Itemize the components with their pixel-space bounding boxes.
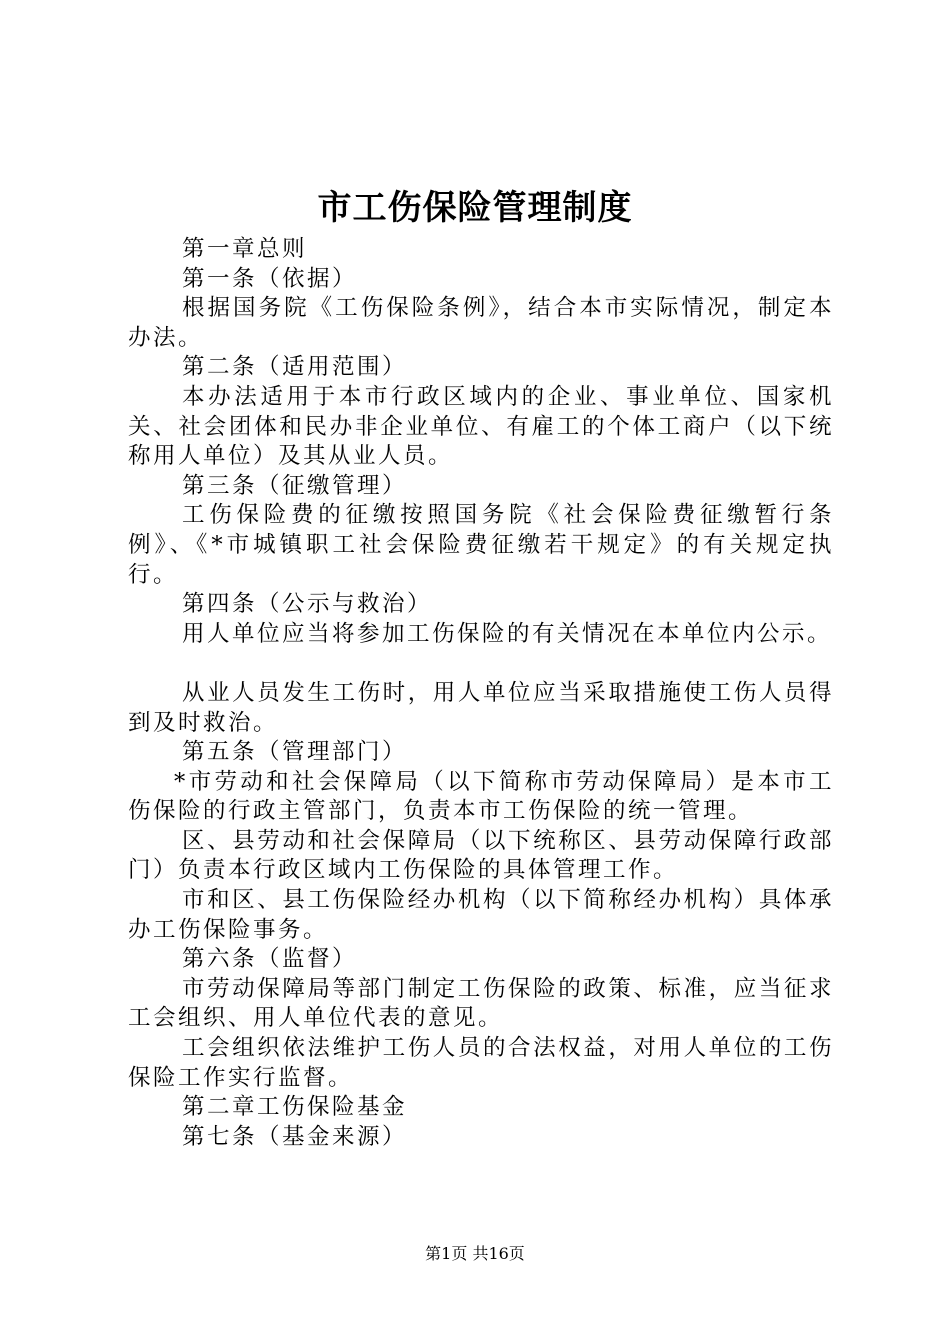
document-body <box>128 235 834 1152</box>
article-heading: 第七条（基金来源） <box>182 1123 408 1150</box>
article-paragraph: 从业人员发生工伤时，用人单位应当采取措施使工伤人员得到及时救治。 <box>128 679 834 736</box>
page-footer: 第1页 共16页 <box>425 1244 525 1263</box>
article-heading: 第三条（征缴管理） <box>182 472 408 499</box>
article-paragraph: 工会组织依法维护工伤人员的合法权益，对用人单位的工伤保险工作实行监督。 <box>128 1035 834 1091</box>
blank-line <box>128 649 834 679</box>
article-paragraph: 根据国务院《工伤保险条例》，结合本市实际情况，制定本办法。 <box>128 295 834 351</box>
article-paragraph: 市劳动保障局等部门制定工伤保险的政策、标准，应当征求工会组织、用人单位代表的意见。 <box>128 975 834 1032</box>
article-paragraph: 本办法适用于本市行政区域内的企业、事业单位、国家机关、社会团体和民办非企业单位、有雇工的个体工商户（以下统称用人单位）及其从业人员。 <box>128 383 834 470</box>
article-paragraph: 区、县劳动和社会保障局（以下统称区、县劳动保障行政部门）负责本行政区域内工伤保险的具体管理工作。 <box>128 827 834 884</box>
chapter-heading: 第二章工伤保险基金 <box>182 1094 408 1121</box>
article-heading: 第六条（监督） <box>182 946 358 973</box>
article-paragraph: *市劳动和社会保障局（以下简称市劳动保障局）是本市工伤保险的行政主管部门，负责本市工伤保险的统一管理。 <box>128 768 834 825</box>
article-paragraph: 用人单位应当将参加工伤保险的有关情况在本单位内公示。 <box>182 620 833 647</box>
article-paragraph: 市和区、县工伤保险经办机构（以下简称经办机构）具体承办工伤保险事务。 <box>128 887 834 943</box>
article-heading: 第四条（公示与救治） <box>182 591 433 618</box>
article-heading: 第二条（适用范围） <box>182 354 408 381</box>
article-heading: 第五条（管理部门） <box>182 739 408 766</box>
document-title: 市工伤保险管理制度 <box>317 188 633 228</box>
chapter-heading: 第一章总则 <box>182 236 308 262</box>
article-paragraph: 工伤保险费的征缴按照国务院《社会保险费征缴暂行条例》、《*市城镇职工社会保险费征缴若干规定》的有关规定执行。 <box>128 502 834 588</box>
article-heading: 第一条（依据） <box>182 265 358 292</box>
